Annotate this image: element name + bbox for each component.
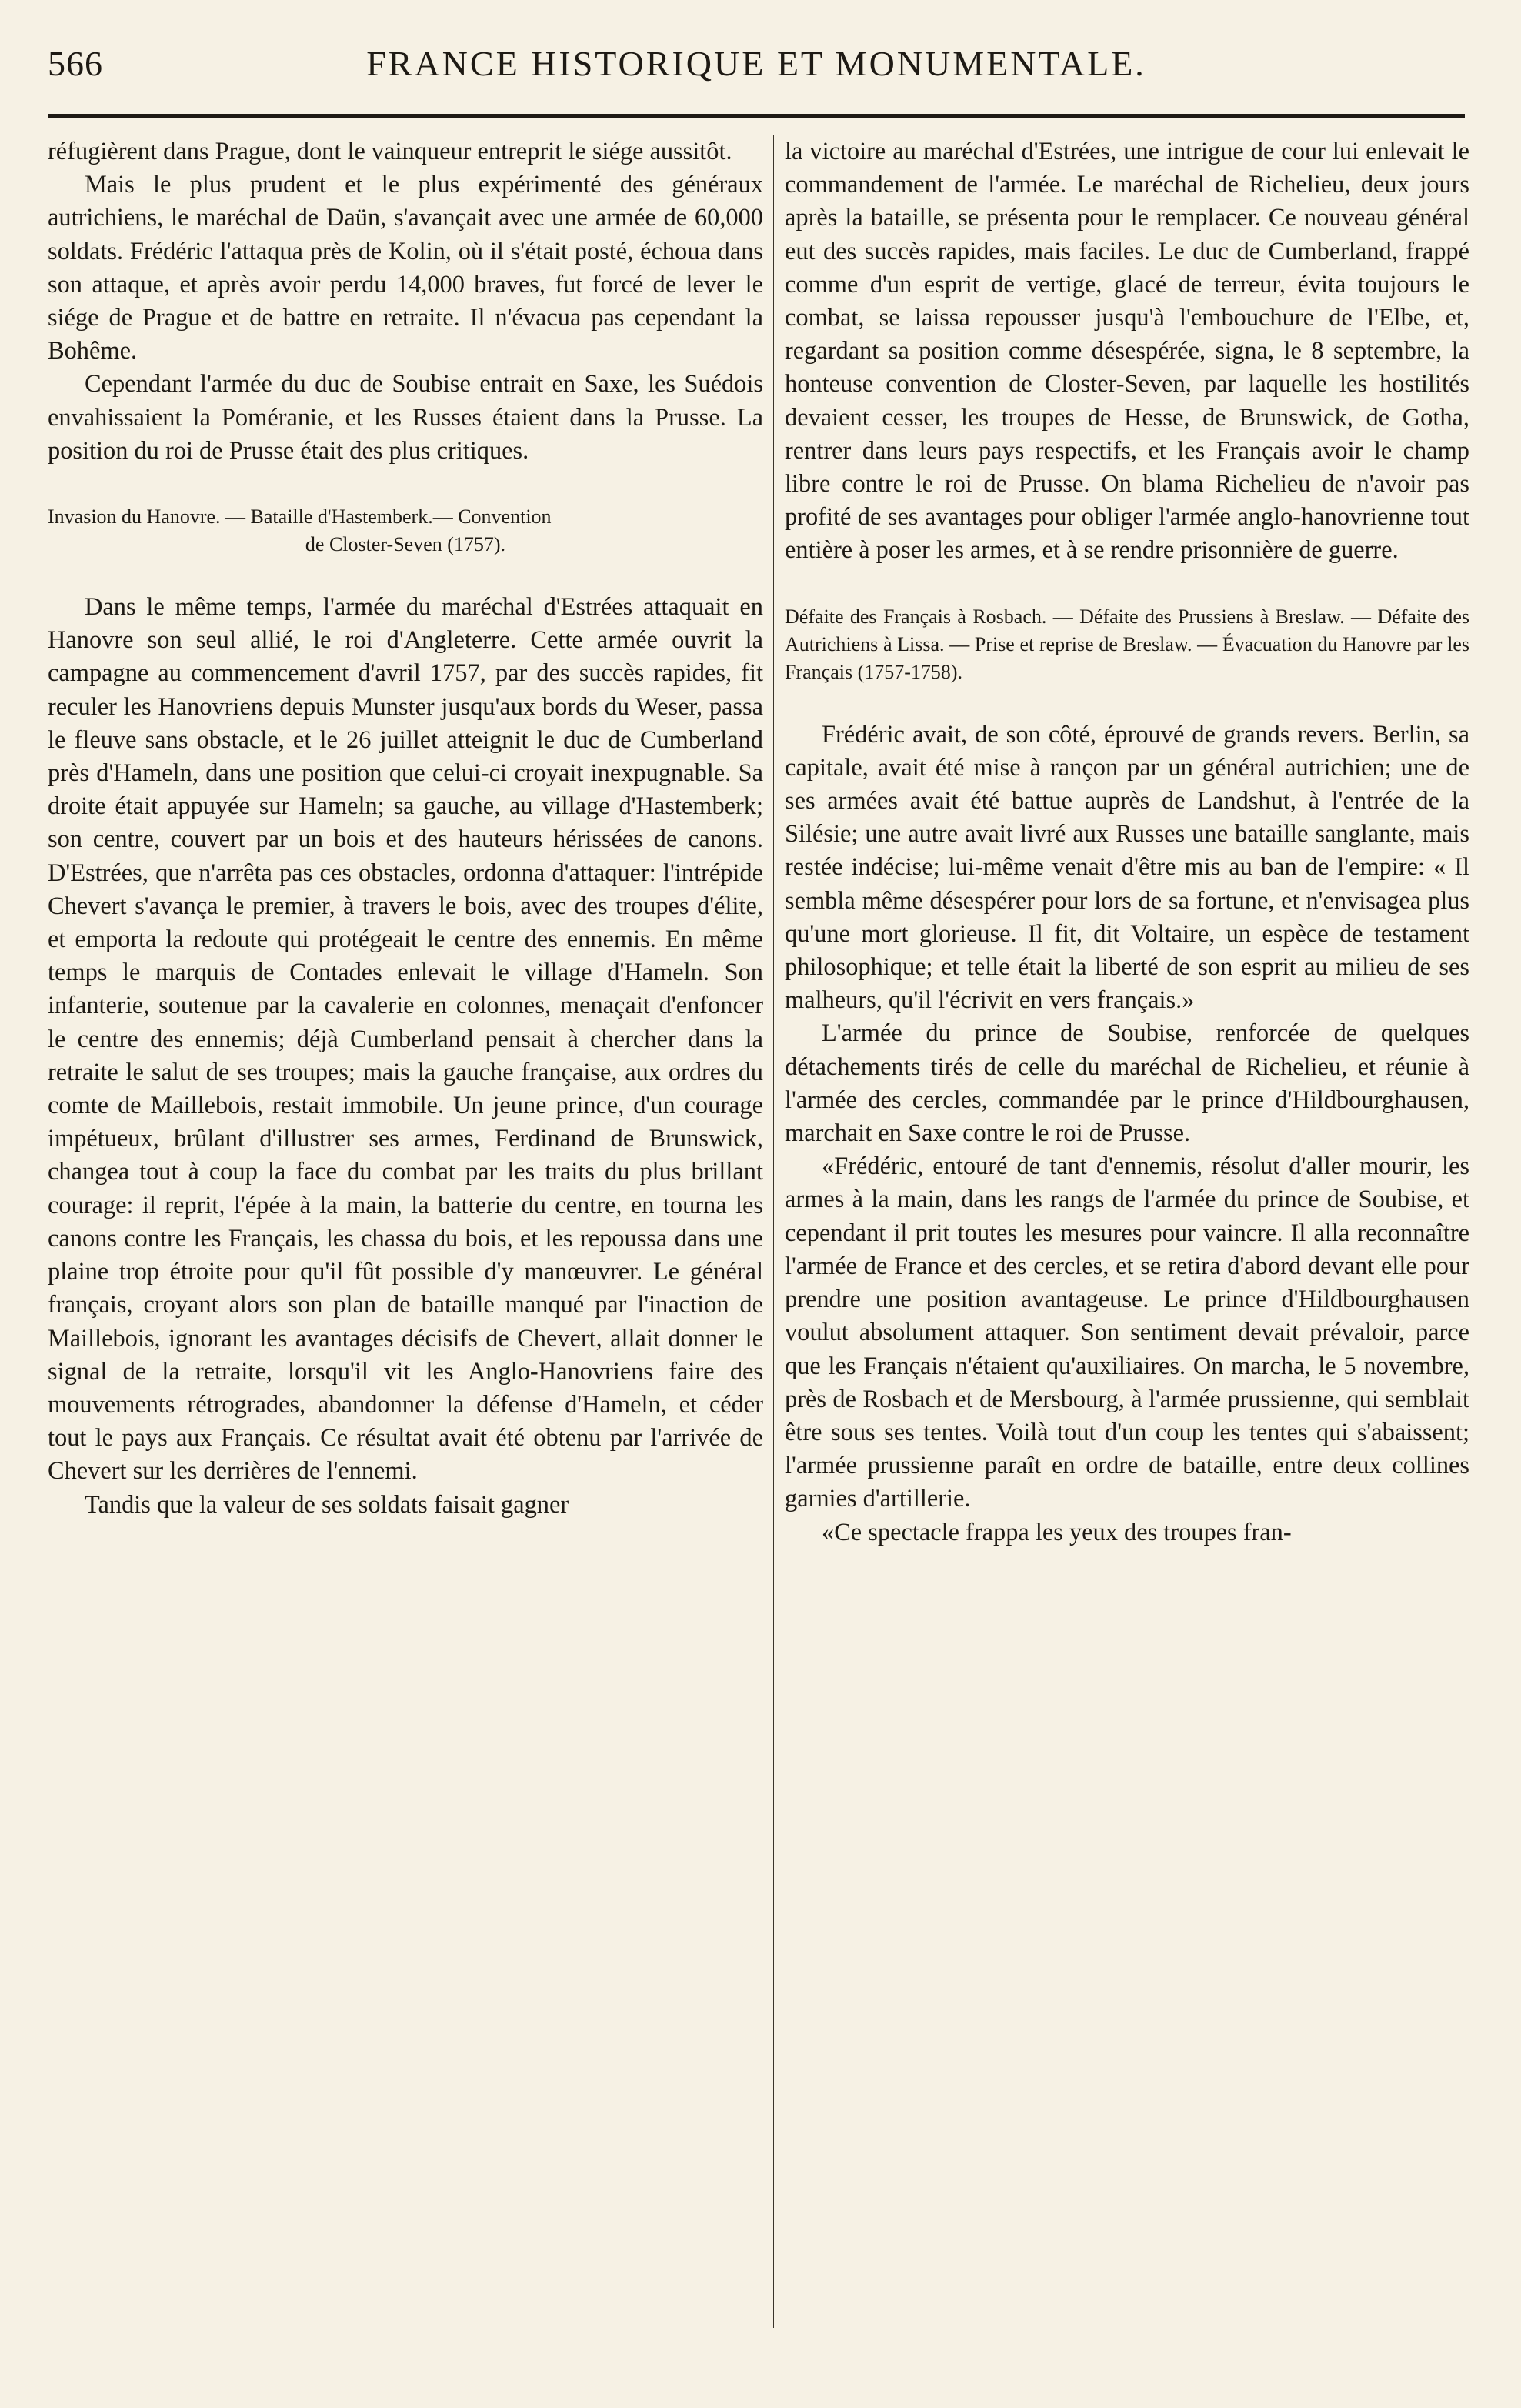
paragraph: Cependant l'armée du duc de Soubise entrait en Saxe, les Suédois envahissaient la Poméranie, et les Russes étaient dans la Prusse. La position du roi de Prusse était des plus critiques. xyxy=(48,370,763,465)
paragraph: Tandis que la valeur de ses soldats faisait gagner xyxy=(85,1490,569,1519)
paragraph: L'armée du prince de Soubise, renforcée de quelques détachements tirés de celle du maréchal de Richelieu, et réunie à l'armée des cercles, commandée par le prince d'Hildbourghausen, marchait en Saxe contre le roi de Prusse. xyxy=(785,1019,1469,1148)
section-heading: Invasion du Hanovre. — Bataille d'Hastemberk.— Convention xyxy=(48,505,552,529)
paragraph: «Ce spectacle frappa les yeux des troupes fran- xyxy=(822,1518,1292,1546)
paragraph: réfugièrent dans Prague, dont le vainqueur entreprit le siége aussitôt. xyxy=(48,138,732,165)
column-divider xyxy=(773,135,774,2328)
page-header xyxy=(48,28,1465,105)
header-rule xyxy=(48,114,1465,118)
page-number: 566 xyxy=(48,44,103,83)
paragraph: Frédéric avait, de son côté, éprouvé de grands revers. Berlin, sa capitale, avait été mise à rançon par un général autrichien; une de ses armées avait été battue auprès de Landshut, à l'entrée de la Silésie; une autre avait livré aux Russes une bataille sanglante, mais restée indécise; lui-même venait d'être mis au ban de l'empire: « Il sembla même désespérer pour lors de sa fortune, et n'envisagea plus qu'une mort glorieuse. Il fit, dit Voltaire, un espèce de testament philosophique; et telle était la liberté de son esprit au milieu de ses malheurs, qu'il l'écrivit en vers français.» xyxy=(785,720,1469,1015)
paragraph: «Frédéric, entouré de tant d'ennemis, résolut d'aller mourir, les armes à la main, dans les rangs de l'armée du prince de Soubise, et cependant il prit toutes les mesures pour vaincre. Il alla reconnaître l'armée de France et des cercles, et se retira d'abord devant elle pour prendre une position avantageuse. Le prince d'Hildbourghausen voulut absolument attaquer. Son sentiment devait prévaloir, parce que les Français n'étaient qu'auxiliaires. On marcha, le 5 novembre, près de Rosbach et de Mersbourg, à l'armée prussienne, qui semblait être sous ses tentes. Voilà tout d'un coup les tentes qui s'abaissent; l'armée prussienne paraît en ordre de bataille, entre deux collines garnies d'artillerie. xyxy=(785,1152,1469,1513)
right-column xyxy=(785,135,1469,1549)
paragraph: Mais le plus prudent et le plus expérimenté des généraux autrichiens, le maréchal de Daün, s'avançait avec une armée de 60,000 soldats. Frédéric l'attaqua près de Kolin, où il s'était posté, échoua dans son attaque, et après avoir perdu 14,000 braves, fut forcé de lever le siége de Prague et de battre en retraite. Il n'évacua pas cependant la Bohême. xyxy=(48,171,763,365)
running-title: FRANCE HISTORIQUE ET MONUMENTALE. xyxy=(366,44,1146,83)
paragraph: Dans le même temps, l'armée du maréchal d'Estrées attaquait en Hanovre son seul allié, le roi d'Angleterre. Cette armée ouvrit la campagne au commencement d'avril 1757, par des succès rapides, fit reculer les Hanovriens depuis Munster jusqu'aux bords du Weser, passa le fleuve sans obstacle, et le 26 juillet atteignit le duc de Cumberland près d'Hameln, dans une position que celui-ci croyait inexpugnable. Sa droite était appuyée sur Hameln; sa gauche, au village d'Hastemberk; son centre, couvert par un bois et des hauteurs hérissées de canons. D'Estrées, que n'arrêta pas ces obstacles, ordonna d'attaquer: l'intrépide Chevert s'avança le premier, à travers le bois, avec des troupes d'élite, et emporta la redoute qui protégeait le centre des ennemis. En même temps le marquis de Contades enlevait le village d'Hameln. Son infanterie, soutenue par la cavalerie en colonnes, menaçait d'enfoncer le centre des ennemis; déjà Cumberland pensait à chercher dans la retraite le salut de ses troupes; mais la gauche française, aux ordres du comte de Maillebois, restait immobile. Un jeune prince, d'un courage impétueux, brûlant d'illustrer ses armes, Ferdinand de Brunswick, changea tout à coup la face du combat par les traits du plus brillant courage: il reprit, l'épée à la main, la batterie du centre, en tourna les canons contre les Français, les chassa du bois, et les repoussa dans une plaine trop étroite pour qu'il fût possible d'y manœuvrer. Le général français, croyant alors son plan de bataille manqué par l'inaction de Maillebois, ignorant les avantages décisifs de Chevert, allait donner le signal de la retraite, lorsqu'il vit les Anglo-Hanovriens faire des mouvements rétrogrades, abandonner la défense d'Hameln, et céder tout le pays aux Français. Ce résultat avait été obtenu par l'arrivée de Chevert sur les derrières de l'ennemi. xyxy=(48,593,763,1486)
paragraph: la victoire au maréchal d'Estrées, une intrigue de cour lui enlevait le commandement de l'armée. Le maréchal de Richelieu, deux jours après la bataille, se présenta pour le remplacer. Ce nouveau général eut des succès rapides, mais faciles. Le duc de Cumberland, frappé comme d'un esprit de vertige, glacé de terreur, évita toujours le combat, se laissa repousser jusqu'à l'embouchure de l'Elbe, et, regardant sa position comme désespérée, signa, le 8 septembre, la honteuse convention de Closter-Seven, par laquelle les hostilités devaient cesser, les troupes de Hesse, de Brunswick, de Gotha, rentrer dans leurs pays respectifs, et les Français avoir le champ libre contre le roi de Prusse. On blama Richelieu de n'avoir pas profité de ses avantages pour obliger l'armée anglo-hanovrienne tout entière à poser les armes, et à se rendre prisonnière de guerre. xyxy=(785,138,1469,565)
section-heading-cont: de Closter-Seven (1757). xyxy=(305,533,506,556)
section-heading: Défaite des Français à Rosbach. — Défaite des Prussiens à Breslaw. — Défaite des Autrichiens à Lissa. — Prise et reprise de Breslaw. — Évacuation du Hanovre par les Français (1757-1758). xyxy=(785,605,1469,683)
left-column xyxy=(48,135,763,1522)
